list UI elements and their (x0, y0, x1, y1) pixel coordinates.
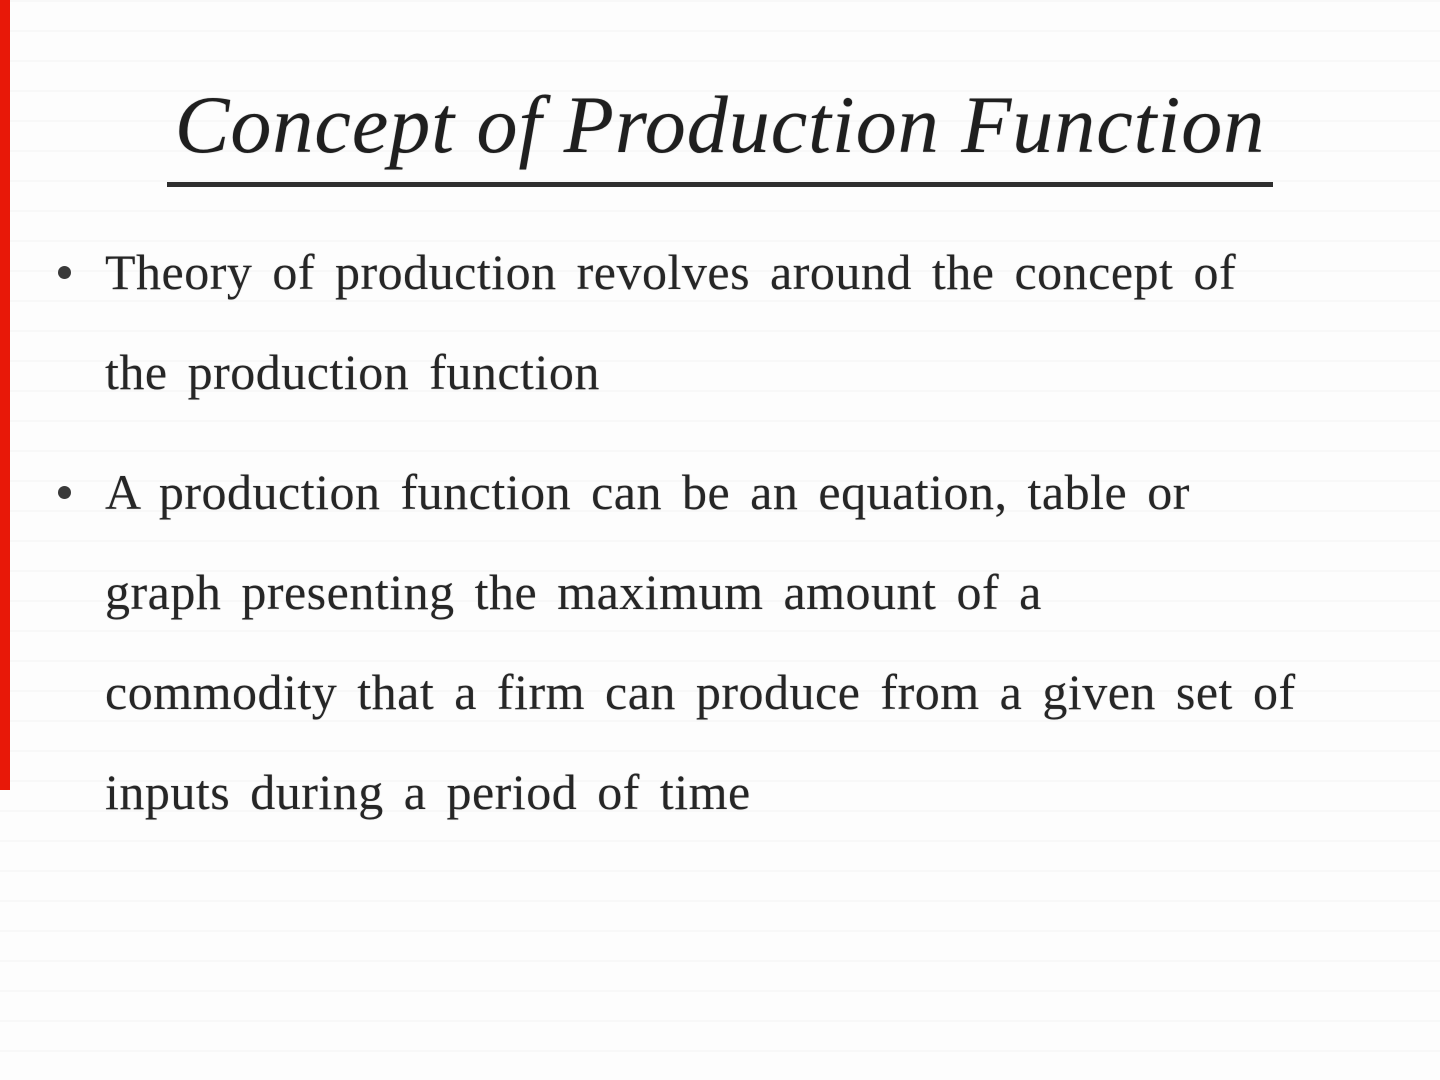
bullet-line: A production function can be an equation, table or (105, 464, 1190, 520)
bullet-line: the production function (105, 344, 600, 400)
bullet-line: inputs during a period of time (105, 764, 751, 820)
bullet-item-theory (105, 222, 1395, 422)
bullet-list (105, 222, 1395, 842)
title-area (0, 78, 1440, 187)
bullet-dot-icon (58, 486, 71, 499)
bullet-item-definition (105, 442, 1395, 842)
bullet-line: commodity that a firm can produce from a given set of (105, 664, 1296, 720)
slide-title: Concept of Production Function (167, 78, 1274, 187)
bullet-line: graph presenting the maximum amount of a (105, 564, 1042, 620)
bullet-line: Theory of production revolves around the concept of (105, 244, 1237, 300)
bullet-dot-icon (58, 266, 71, 279)
